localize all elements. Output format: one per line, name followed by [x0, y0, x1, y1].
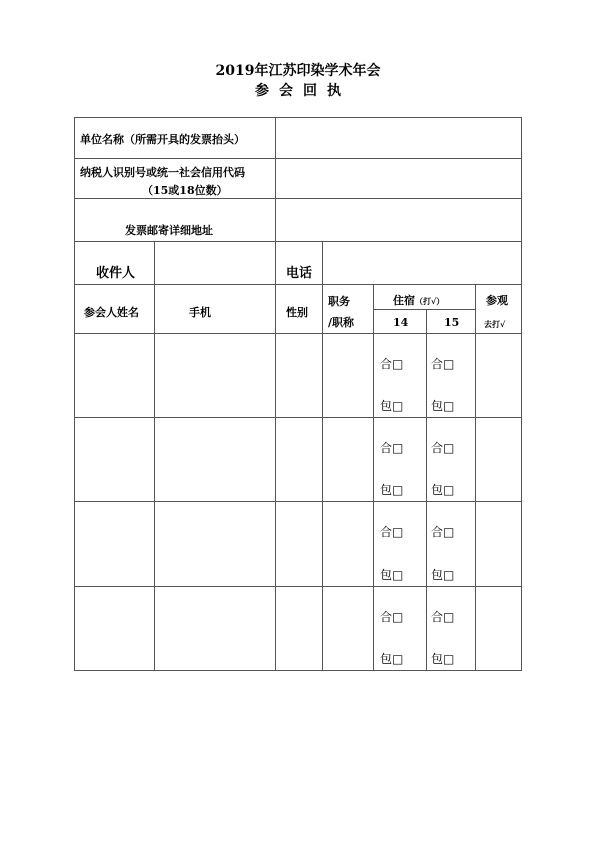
col-visit: 参观 — [486, 294, 508, 307]
table-grid-line — [74, 417, 522, 418]
table-grid-line — [74, 117, 522, 118]
row1-day14-shared-checkbox[interactable]: 合□ — [380, 357, 404, 371]
address-label: 发票邮寄详细地址 — [125, 224, 213, 237]
row4-day15-single-checkbox[interactable]: 包□ — [431, 652, 455, 666]
row2-day14-single-checkbox[interactable]: 包□ — [380, 483, 404, 497]
table-grid-line — [275, 117, 276, 671]
row3-day14-single-checkbox[interactable]: 包□ — [380, 568, 404, 582]
table-grid-line — [74, 158, 522, 159]
table-grid-line — [74, 670, 522, 671]
table-grid-line — [74, 501, 522, 502]
table-grid-line — [74, 198, 522, 199]
row2-day14-shared-checkbox[interactable]: 合□ — [380, 441, 404, 455]
row3-day14-shared-checkbox[interactable]: 合□ — [380, 525, 404, 539]
col-day-14: 14 — [393, 316, 409, 329]
col-day-15: 15 — [444, 316, 460, 329]
tax-id-label: 纳税人识别号或统一社会信用代码 — [80, 166, 245, 179]
table-grid-line — [154, 241, 155, 671]
col-title: /职称 — [328, 316, 355, 329]
table-grid-line — [521, 117, 522, 671]
phone-label: 电话 — [286, 266, 313, 281]
row2-day15-shared-checkbox[interactable]: 合□ — [431, 441, 455, 455]
table-grid-line — [74, 586, 522, 587]
col-lodging — [393, 292, 444, 308]
table-grid-line — [373, 309, 475, 310]
col-visit-note: 去打√ — [484, 319, 506, 329]
lodging-note: （打√） — [415, 296, 445, 306]
table-grid-line — [475, 284, 476, 671]
row3-day15-single-checkbox[interactable]: 包□ — [431, 568, 455, 582]
col-position: 职务 — [328, 295, 350, 308]
table-grid-line — [426, 309, 427, 671]
row1-day15-single-checkbox[interactable]: 包□ — [431, 399, 455, 413]
page-title: 2019年江苏印染学术年会 — [215, 63, 381, 79]
col-gender: 性别 — [286, 306, 308, 319]
page-subtitle: 参会回执 — [255, 83, 351, 99]
table-grid-line — [322, 241, 323, 671]
tax-id-length-label: （15或18位数） — [142, 184, 228, 197]
row4-day14-single-checkbox[interactable]: 包□ — [380, 652, 404, 666]
table-grid-line — [373, 284, 374, 671]
col-attendee-name: 参会人姓名 — [84, 306, 139, 319]
row4-day14-shared-checkbox[interactable]: 合□ — [380, 610, 404, 624]
row3-day15-shared-checkbox[interactable]: 合□ — [431, 525, 455, 539]
lodging-label: 住宿 — [393, 294, 415, 307]
table-grid-line — [74, 241, 522, 242]
table-grid-line — [74, 333, 522, 334]
col-mobile: 手机 — [189, 306, 211, 319]
unit-name-label: 单位名称（所需开具的发票抬头） — [80, 133, 245, 146]
table-grid-line — [74, 284, 522, 285]
row1-day14-single-checkbox[interactable]: 包□ — [380, 399, 404, 413]
row2-day15-single-checkbox[interactable]: 包□ — [431, 483, 455, 497]
table-grid-line — [74, 117, 75, 671]
row1-day15-shared-checkbox[interactable]: 合□ — [431, 357, 455, 371]
recipient-label: 收件人 — [96, 266, 136, 281]
row4-day15-shared-checkbox[interactable]: 合□ — [431, 610, 455, 624]
